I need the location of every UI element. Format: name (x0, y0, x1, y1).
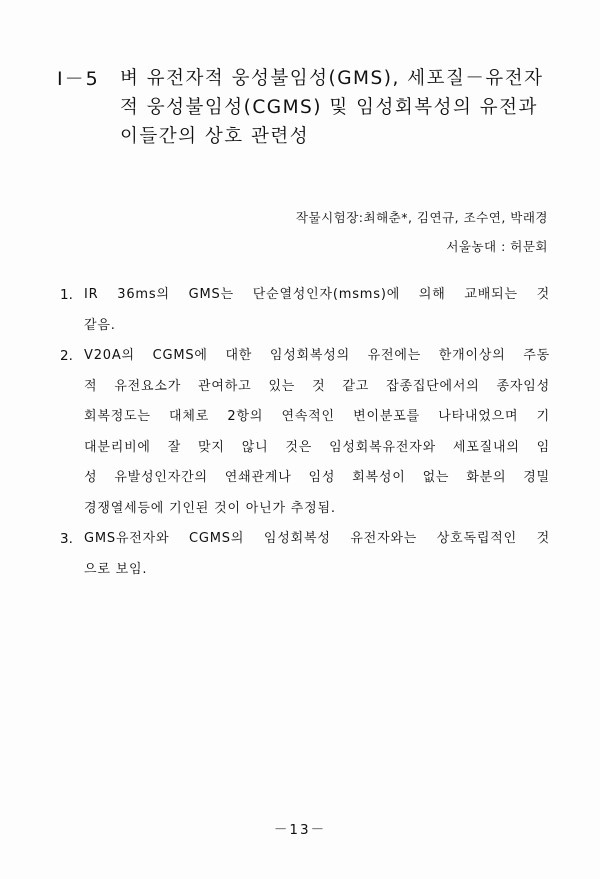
finding-text-line: 적 유전요소가 관여하고 있는 것 같고 잡종집단에서의 종자임성 (84, 378, 550, 394)
finding-text-line: IR 36ms의 GMS는 단순열성인자(msms)에 의해 교배되는 것 (84, 287, 550, 302)
finding-text-line: 성 유발성인자간의 연쇄관계나 임성 회복성이 없는 화분의 경밀 (84, 470, 550, 485)
author-block (296, 203, 548, 261)
page-number: －13－ (273, 822, 327, 838)
author-line-primary: 작물시험장:최해춘*, 김연규, 조수연, 박래경 (295, 210, 548, 225)
section-title (120, 64, 550, 151)
finding-text-line: V20A의 CGMS에 대한 임성회복성의 유전에는 한개이상의 주동 (84, 348, 550, 363)
finding-item (60, 341, 550, 524)
section-number: Ⅰ－5 (57, 68, 100, 90)
finding-number: 3. (60, 531, 73, 547)
finding-text-line: GMS유전자와 CGMS의 임성회복성 유전자와는 상호독립적인 것 (84, 531, 550, 546)
section-title-line: 벼 유전자적 웅성불임성(GMS), 세포질－유전자 (120, 68, 544, 89)
author-line-secondary: 서울농대 : 허문회 (446, 239, 548, 254)
finding-text-line: 대분리비에 잘 맞지 않니 것은 임성회복유전자와 세포질내의 임 (84, 439, 550, 455)
finding-text-line: 회복정도는 대체로 2항의 연속적인 변이분포를 나타내었으며 기 (84, 409, 550, 424)
section-title-line: 이들간의 상호 관련성 (120, 126, 310, 147)
finding-number: 2. (60, 348, 73, 364)
section-title-line: 적 웅성불임성(CGMS) 및 임성회복성의 유전과 (120, 97, 538, 118)
finding-text-line: 경쟁열세등에 기인된 것이 아닌가 추정됨. (84, 500, 336, 516)
finding-item (60, 524, 550, 585)
finding-number: 1. (60, 287, 73, 303)
finding-item (60, 280, 550, 341)
finding-text-line: 같음. (84, 317, 116, 333)
finding-list (60, 280, 550, 585)
finding-text-line: 으로 보임. (84, 561, 148, 577)
